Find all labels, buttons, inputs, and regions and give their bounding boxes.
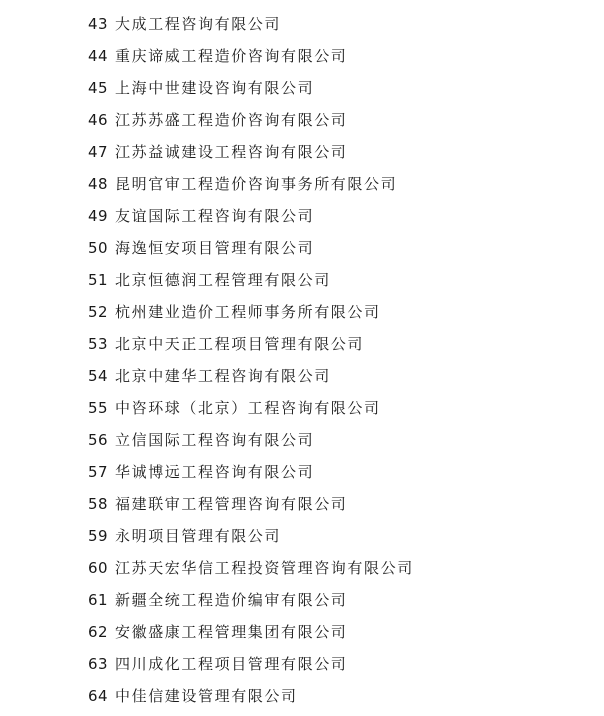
company-name: 重庆谛威工程造价咨询有限公司	[115, 47, 348, 65]
company-name: 安徽盛康工程管理集团有限公司	[115, 623, 348, 641]
item-number: 55	[88, 399, 108, 417]
company-list	[88, 8, 414, 712]
item-number: 49	[88, 207, 108, 225]
item-number: 59	[88, 527, 108, 545]
company-name: 新疆全统工程造价编审有限公司	[115, 591, 348, 609]
company-name: 华诚博远工程咨询有限公司	[115, 463, 315, 481]
list-item	[88, 296, 414, 328]
list-item	[88, 680, 414, 712]
company-name: 立信国际工程咨询有限公司	[115, 431, 315, 449]
item-number: 52	[88, 303, 108, 321]
list-item	[88, 360, 414, 392]
list-item	[88, 616, 414, 648]
company-name: 江苏苏盛工程造价咨询有限公司	[115, 111, 348, 129]
company-name: 杭州建业造价工程师事务所有限公司	[115, 303, 381, 321]
list-item	[88, 200, 414, 232]
list-item	[88, 72, 414, 104]
item-number: 50	[88, 239, 108, 257]
company-name: 四川成化工程项目管理有限公司	[115, 655, 348, 673]
item-number: 43	[88, 15, 108, 33]
company-name: 北京恒德润工程管理有限公司	[115, 271, 331, 289]
item-number: 57	[88, 463, 108, 481]
list-item	[88, 104, 414, 136]
item-number: 44	[88, 47, 108, 65]
item-number: 51	[88, 271, 108, 289]
item-number: 45	[88, 79, 108, 97]
item-number: 53	[88, 335, 108, 353]
item-number: 62	[88, 623, 108, 641]
list-item	[88, 520, 414, 552]
company-name: 海逸恒安项目管理有限公司	[115, 239, 315, 257]
company-name: 中咨环球（北京）工程咨询有限公司	[115, 399, 381, 417]
list-item	[88, 392, 414, 424]
item-number: 61	[88, 591, 108, 609]
company-name: 福建联审工程管理咨询有限公司	[115, 495, 348, 513]
company-name: 永明项目管理有限公司	[115, 527, 282, 545]
item-number: 63	[88, 655, 108, 673]
list-item	[88, 136, 414, 168]
list-item	[88, 328, 414, 360]
list-item	[88, 40, 414, 72]
company-name: 友谊国际工程咨询有限公司	[115, 207, 315, 225]
list-item	[88, 488, 414, 520]
company-name: 北京中建华工程咨询有限公司	[115, 367, 331, 385]
item-number: 48	[88, 175, 108, 193]
list-item	[88, 232, 414, 264]
list-item	[88, 168, 414, 200]
list-item	[88, 584, 414, 616]
list-item	[88, 264, 414, 296]
list-item	[88, 552, 414, 584]
item-number: 60	[88, 559, 108, 577]
company-name: 北京中天正工程项目管理有限公司	[115, 335, 365, 353]
item-number: 54	[88, 367, 108, 385]
item-number: 56	[88, 431, 108, 449]
company-name: 昆明官审工程造价咨询事务所有限公司	[115, 175, 398, 193]
list-item	[88, 456, 414, 488]
company-name: 中佳信建设管理有限公司	[115, 687, 298, 705]
company-name: 上海中世建设咨询有限公司	[115, 79, 315, 97]
list-item	[88, 424, 414, 456]
item-number: 46	[88, 111, 108, 129]
item-number: 47	[88, 143, 108, 161]
company-name: 大成工程咨询有限公司	[115, 15, 282, 33]
company-name: 江苏天宏华信工程投资管理咨询有限公司	[115, 559, 414, 577]
list-item	[88, 648, 414, 680]
list-item	[88, 8, 414, 40]
company-name: 江苏益诚建设工程咨询有限公司	[115, 143, 348, 161]
item-number: 58	[88, 495, 108, 513]
item-number: 64	[88, 687, 108, 705]
